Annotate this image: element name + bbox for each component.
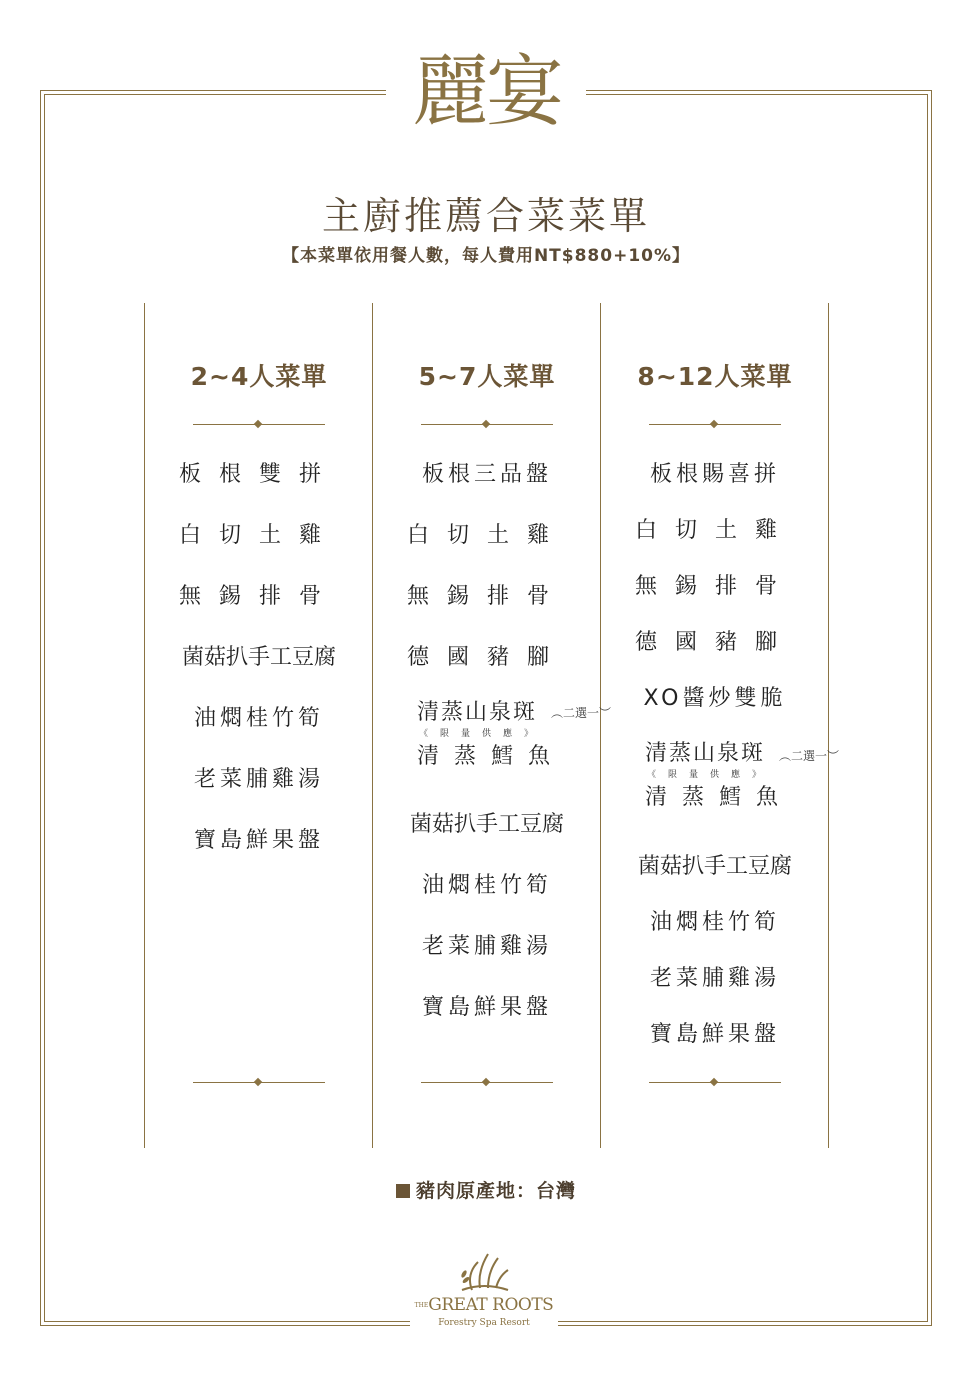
ornament-divider — [421, 420, 553, 430]
resort-logo — [410, 1250, 558, 1329]
ornament-divider — [421, 1078, 553, 1088]
dish-item: 無錫排骨 — [406, 584, 567, 609]
dish-item: 菌菇扒手工豆腐 — [181, 645, 336, 670]
pork-origin-note — [0, 1176, 972, 1203]
menu-subtitle: 主廚推薦合菜菜單 — [321, 194, 650, 238]
dish-list — [601, 447, 840, 1063]
logo-prefix: THE — [414, 1302, 429, 1309]
logo-tagline: Forestry Spa Resort — [438, 1318, 530, 1328]
dish-item: 板根雙拼 — [178, 462, 339, 487]
dish-item: 油燜桂竹筍 — [649, 910, 780, 935]
dish-item: 油燜桂竹筍 — [421, 873, 552, 898]
dish-item: 板根三品盤 — [421, 462, 552, 487]
fish-choice — [373, 688, 612, 794]
fish-choice — [601, 727, 840, 839]
logo-wordmark — [410, 1294, 558, 1317]
logo-name: GREAT ROOTS — [428, 1295, 554, 1315]
dish-item: 寶島鮮果盤 — [649, 1022, 780, 1047]
choose-one-note: ︵二選一︶ — [779, 749, 840, 763]
choice-option-a: 清蒸山泉斑 — [645, 741, 766, 766]
limited-supply-note: 《限量供應》 — [419, 729, 546, 739]
limited-supply-note: 《限量供應》 — [647, 770, 774, 780]
ornament-divider — [193, 420, 325, 430]
ornament-divider — [193, 1078, 325, 1088]
dish-item: 寶島鮮果盤 — [421, 995, 552, 1020]
choice-option-b: 清蒸鱈魚 — [645, 785, 794, 810]
ornament-divider — [649, 1078, 781, 1088]
dish-item: 老菜脯雞湯 — [649, 966, 780, 991]
dish-item: 白切土雞 — [406, 523, 567, 548]
dish-list — [145, 444, 373, 871]
origin-text: 豬肉原產地：台灣 — [415, 1180, 576, 1202]
ornament-divider — [649, 420, 781, 430]
dish-item: 老菜脯雞湯 — [421, 934, 552, 959]
menu-column-2-4 — [145, 350, 373, 871]
dish-item: 菌菇扒手工豆腐 — [637, 854, 792, 879]
dish-item: 油燜桂竹筍 — [193, 706, 324, 731]
menu-heading: 8~12人菜單 — [637, 362, 793, 391]
dish-item: 白切土雞 — [634, 518, 795, 543]
menu-column-5-7 — [373, 350, 612, 1038]
choose-one-note: ︵二選一︶ — [551, 706, 612, 720]
dish-item: 寶島鮮果盤 — [193, 828, 324, 853]
dish-item: 板根賜喜拼 — [649, 462, 780, 487]
menu-heading: 5~7人菜單 — [418, 362, 556, 391]
leaf-flame-icon — [454, 1250, 514, 1294]
dish-item: 無錫排骨 — [178, 584, 339, 609]
choice-option-b: 清蒸鱈魚 — [417, 744, 566, 769]
dish-item: 白切土雞 — [178, 523, 339, 548]
dish-item: 德國豬腳 — [634, 630, 795, 655]
dish-list — [373, 444, 612, 1038]
menu-heading: 2~4人菜單 — [190, 362, 328, 391]
dish-item: XO醬炒雙脆 — [643, 686, 787, 711]
pricing-note: 【本菜單依用餐人數，每人費用NT$880+10%】 — [281, 246, 691, 266]
choice-option-a: 清蒸山泉斑 — [417, 700, 538, 725]
dish-item: 菌菇扒手工豆腐 — [409, 812, 564, 837]
dish-item: 無錫排骨 — [634, 574, 795, 599]
dish-item: 老菜脯雞湯 — [193, 767, 324, 792]
restaurant-title: 麗宴 — [411, 47, 560, 137]
menu-column-8-12 — [601, 350, 840, 1063]
square-bullet-icon — [396, 1184, 410, 1198]
dish-item: 德國豬腳 — [406, 645, 567, 670]
